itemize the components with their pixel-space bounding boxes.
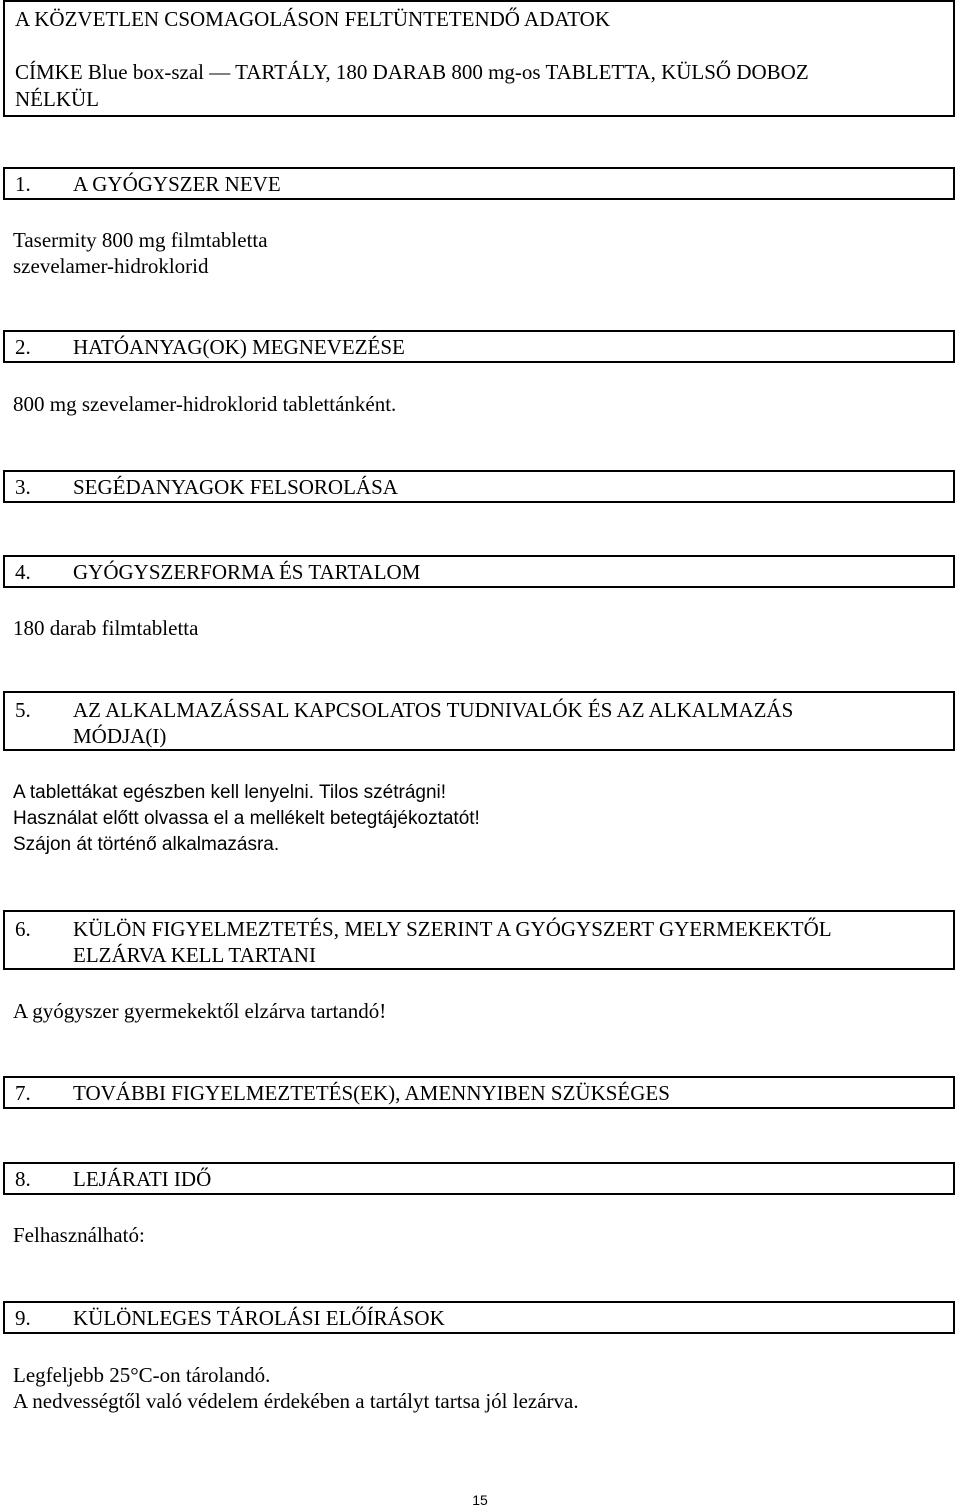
section-6-body-line-1: A gyógyszer gyermekektől elzárva tartandó! bbox=[13, 999, 387, 1023]
header-label-line-1: CÍMKE Blue box-szal — TARTÁLY, 180 DARAB 800 mg-os TABLETTA, KÜLSŐ DOBOZ bbox=[15, 60, 809, 84]
section-7-heading: TOVÁBBI FIGYELMEZTETÉS(EK), AMENNYIBEN SZÜKSÉGES bbox=[73, 1081, 670, 1105]
section-8-body-line-1: Felhasználható: bbox=[13, 1223, 145, 1247]
section-8-heading-box bbox=[3, 1162, 955, 1195]
section-6-heading-line-2: ELZÁRVA KELL TARTANI bbox=[73, 943, 316, 967]
section-2-heading-box bbox=[3, 330, 955, 363]
section-2-heading: HATÓANYAG(OK) MEGNEVEZÉSE bbox=[73, 335, 405, 359]
section-4-heading: GYÓGYSZERFORMA ÉS TARTALOM bbox=[73, 560, 421, 584]
section-7-heading-box bbox=[3, 1076, 955, 1109]
section-1-number: 1. bbox=[15, 172, 31, 196]
section-8-heading: LEJÁRATI IDŐ bbox=[73, 1167, 212, 1191]
section-4-body-line-1: 180 darab filmtabletta bbox=[13, 616, 199, 640]
section-4-number: 4. bbox=[15, 560, 31, 584]
section-9-heading: KÜLÖNLEGES TÁROLÁSI ELŐÍRÁSOK bbox=[73, 1306, 445, 1330]
section-6-number: 6. bbox=[15, 917, 31, 941]
header-label-line-2: NÉLKÜL bbox=[15, 87, 99, 111]
section-6-heading-box bbox=[3, 910, 955, 970]
section-5-number: 5. bbox=[15, 698, 31, 722]
section-7-number: 7. bbox=[15, 1081, 31, 1105]
section-9-heading-box bbox=[3, 1301, 955, 1334]
section-5-body-line-2: Használat előtt olvassa el a mellékelt betegtájékoztatót! bbox=[13, 808, 480, 829]
section-9-number: 9. bbox=[15, 1306, 31, 1330]
section-1-heading-box bbox=[3, 167, 955, 200]
section-2-body-line-1: 800 mg szevelamer-hidroklorid tablettánként. bbox=[13, 392, 397, 416]
header-box bbox=[3, 0, 955, 117]
section-5-body-line-3: Szájon át történő alkalmazásra. bbox=[13, 834, 280, 855]
section-6-heading-line-1: KÜLÖN FIGYELMEZTETÉS, MELY SZERINT A GYÓGYSZERT GYERMEKEKTŐL bbox=[73, 917, 832, 941]
section-3-heading-box bbox=[3, 470, 955, 503]
section-4-heading-box bbox=[3, 555, 955, 588]
header-title: A KÖZVETLEN CSOMAGOLÁSON FELTÜNTETENDŐ ADATOK bbox=[15, 7, 610, 31]
section-9-body-line-2: A nedvességtől való védelem érdekében a tartályt tartsa jól lezárva. bbox=[13, 1389, 579, 1413]
section-5-heading-line-2: MÓDJA(I) bbox=[73, 724, 167, 748]
section-1-body-line-1: Tasermity 800 mg filmtabletta bbox=[13, 228, 268, 252]
section-5-heading-box bbox=[3, 691, 955, 751]
section-1-heading: A GYÓGYSZER NEVE bbox=[73, 172, 281, 196]
section-9-body-line-1: Legfeljebb 25°C-on tárolandó. bbox=[13, 1363, 271, 1387]
section-1-body-line-2: szevelamer-hidroklorid bbox=[13, 254, 209, 278]
section-5-heading-line-1: AZ ALKALMAZÁSSAL KAPCSOLATOS TUDNIVALÓK ÉS AZ ALKALMAZÁS bbox=[73, 698, 794, 722]
section-3-heading: SEGÉDANYAGOK FELSOROLÁSA bbox=[73, 475, 398, 499]
section-8-number: 8. bbox=[15, 1167, 31, 1191]
section-5-body-line-1: A tablettákat egészben kell lenyelni. Tilos szétrágni! bbox=[13, 782, 447, 803]
section-2-number: 2. bbox=[15, 335, 31, 359]
page-number: 15 bbox=[472, 1492, 488, 1508]
section-3-number: 3. bbox=[15, 475, 31, 499]
